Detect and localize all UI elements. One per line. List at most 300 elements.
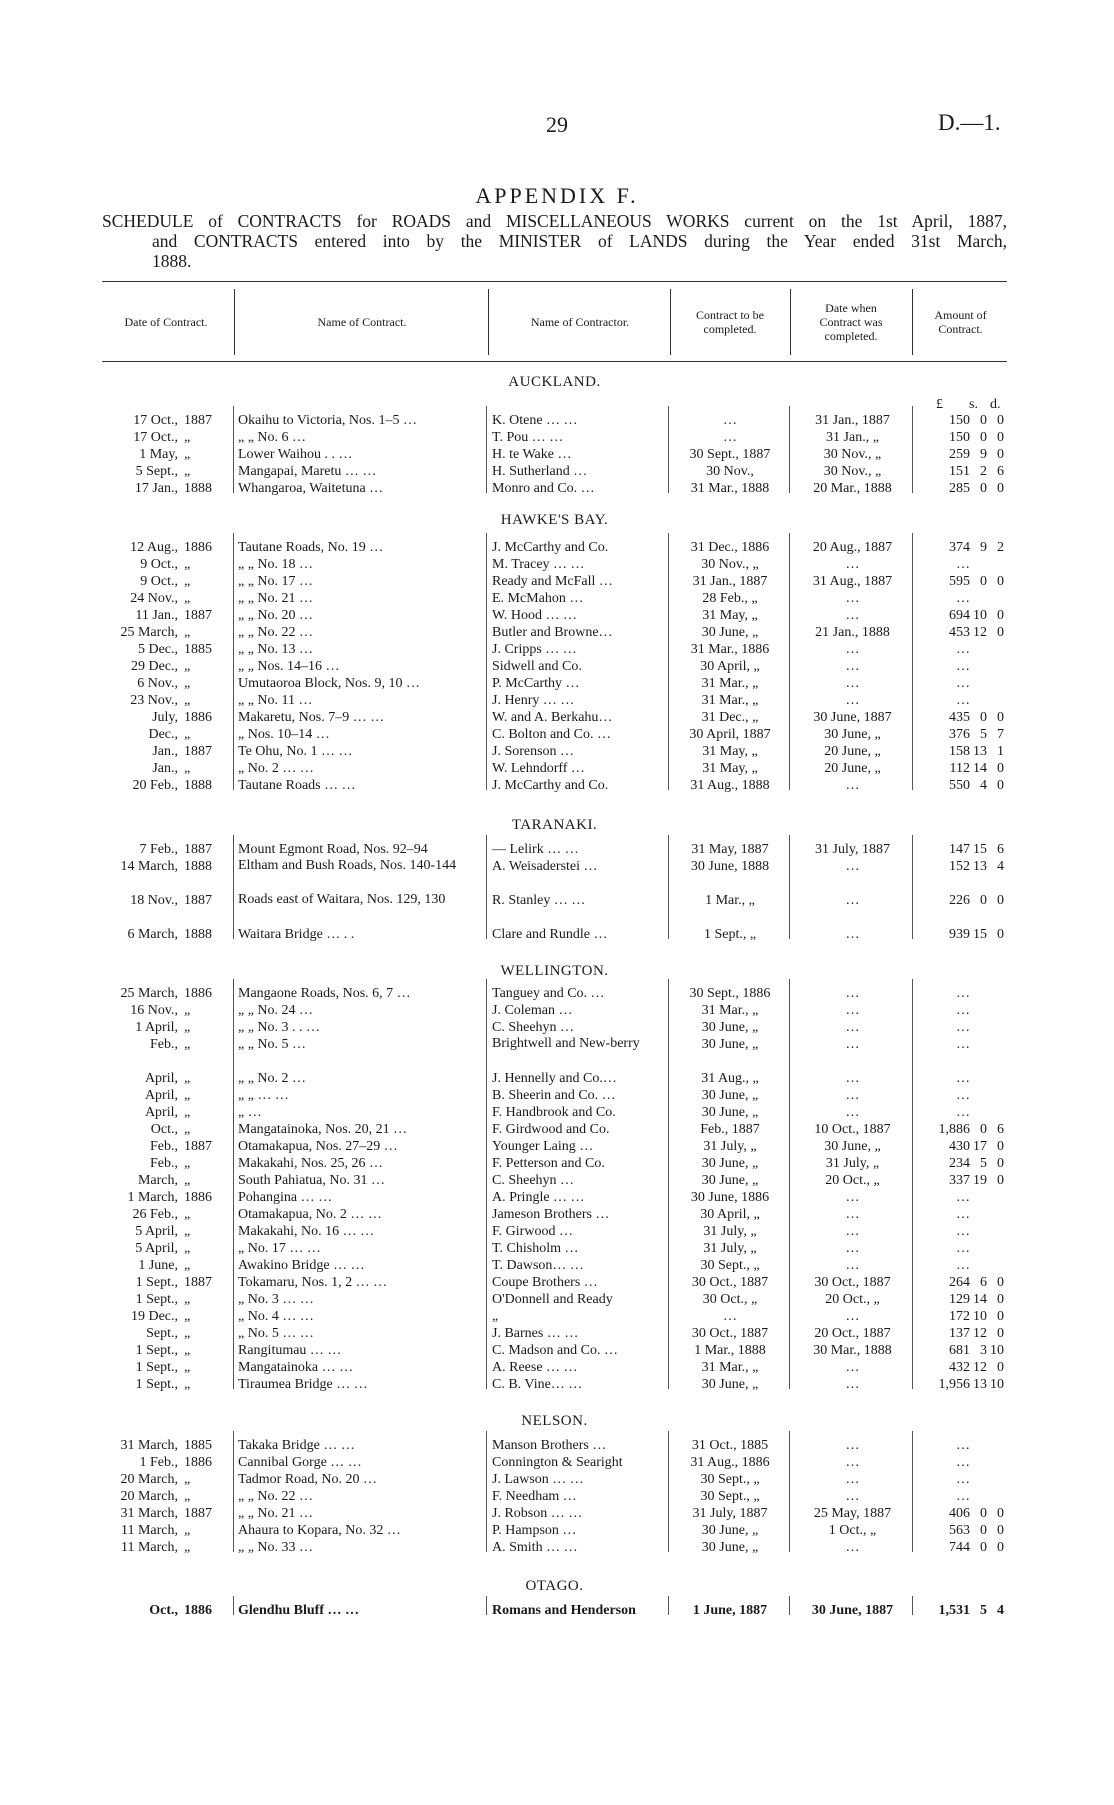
contract-date-year: „ [184, 659, 191, 674]
amount-shillings: 12 [973, 625, 987, 640]
contract-date-day: 1 April, [135, 1020, 178, 1035]
contractor-name: Clare and Rundle … [492, 927, 608, 942]
contract-name: Makaretu, Nos. 7–9 … … [238, 710, 385, 725]
completed-date: … [845, 642, 860, 657]
contract-date-year: 1887 [184, 413, 212, 428]
contractor-name: K. Otene … … [492, 413, 578, 428]
contract-name: Glendhu Bluff … … [238, 1603, 359, 1618]
to-complete-date: 31 Aug., „ [701, 1071, 759, 1086]
intro-line-3: 1888. [152, 251, 192, 271]
amount-pounds: … [956, 659, 970, 674]
completed-date: … [845, 1309, 860, 1324]
to-complete-date: 30 April, „ [700, 1207, 760, 1222]
amount-pounds: 129 [949, 1292, 970, 1307]
contract-date-day: 11 March, [120, 1540, 178, 1555]
contract-date-year: 1886 [184, 1455, 212, 1470]
amount-shillings: 0 [980, 1506, 987, 1521]
amount-pounds: 694 [949, 608, 970, 623]
to-complete-date: 31 July, „ [703, 1224, 757, 1239]
contractor-name: C. Madson and Co. … [492, 1343, 618, 1358]
section-heading: WELLINGTON. [500, 963, 609, 979]
section-heading: AUCKLAND. [508, 374, 601, 390]
amount-shillings: 12 [973, 1360, 987, 1375]
completed-date: … [845, 778, 860, 793]
completed-date: … [845, 1540, 860, 1555]
contract-date-day: 6 March, [127, 927, 178, 942]
amount-pounds: 147 [949, 842, 970, 857]
contract-date-year: „ [184, 1309, 191, 1324]
amount-shillings: 2 [980, 464, 987, 479]
amount-pounds: … [956, 1071, 970, 1086]
completed-date: … [845, 1020, 860, 1035]
contract-name: „ No. 4 … … [238, 1309, 314, 1324]
contractor-name: C. Sheehyn … [492, 1173, 575, 1188]
contract-date-day: 31 March, [120, 1438, 178, 1453]
amount-pounds: 550 [949, 778, 970, 793]
pounds-symbol: £ [936, 397, 943, 412]
to-complete-date: 31 Mar., „ [701, 1003, 759, 1018]
column-divider [486, 533, 487, 790]
amount-pence: 0 [997, 710, 1004, 725]
contract-date-day: 1 Sept., [135, 1292, 178, 1307]
contract-date-day: Jan., [152, 744, 178, 759]
amount-pounds: 1,531 [938, 1603, 970, 1618]
amount-pence: 0 [997, 1275, 1004, 1290]
amount-shillings: 0 [980, 481, 987, 496]
contract-date-day: July, [152, 710, 178, 725]
contractor-name: T. Dawson… … [492, 1258, 584, 1273]
to-complete-date: 31 July, „ [703, 1241, 757, 1256]
header-divider [488, 289, 489, 355]
contractor-name: P. McCarthy … [492, 676, 580, 691]
completed-date: … [845, 1224, 860, 1239]
contract-date-year: „ [184, 574, 191, 589]
contract-date-year: „ [184, 1241, 191, 1256]
completed-date: … [845, 893, 860, 908]
contract-date-year: 1888 [184, 927, 212, 942]
col-header-contractor: Name of Contractor. [530, 315, 630, 329]
amount-pence: 1 [997, 744, 1004, 759]
to-complete-date: 30 Nov., „ [701, 557, 759, 572]
contract-name: „ No. 3 … … [238, 1292, 314, 1307]
amount-pounds: 150 [949, 430, 970, 445]
contractor-name: R. Stanley … … [492, 893, 586, 908]
to-complete-date: 31 Dec., 1886 [690, 540, 770, 555]
contractor-name: J. Coleman … [492, 1003, 573, 1018]
column-divider [912, 1596, 913, 1615]
col-header-completed: Date when Contract was completed. [819, 301, 883, 343]
completed-date: 1 Oct., „ [828, 1523, 877, 1538]
contract-date-day: April, [144, 1088, 178, 1103]
amount-pounds: 151 [949, 464, 970, 479]
contract-date-year: 1886 [184, 986, 212, 1001]
section-heading: OTAGO. [525, 1578, 584, 1594]
amount-pounds: … [956, 1190, 970, 1205]
amount-pounds: 595 [949, 574, 970, 589]
amount-pence: 4 [997, 1603, 1004, 1618]
column-divider [233, 835, 234, 939]
contract-date-year: „ [184, 1207, 191, 1222]
contract-date-day: 5 Dec., [137, 642, 178, 657]
amount-pence: 0 [997, 927, 1004, 942]
to-complete-date: 31 May, „ [702, 608, 758, 623]
contractor-name: Jameson Brothers … [492, 1207, 610, 1222]
contract-name: Takaka Bridge … … [238, 1438, 355, 1453]
completed-date: 21 Jan., 1888 [815, 625, 890, 640]
contract-date-day: Jan., [152, 761, 178, 776]
contract-name: „ „ No. 17 … [238, 574, 314, 589]
completed-date: … [845, 859, 860, 874]
amount-shillings: 9 [980, 540, 987, 555]
contract-name: „ „ No. 20 … [238, 608, 314, 623]
column-divider [486, 1596, 487, 1615]
amount-pence: 0 [997, 1309, 1004, 1324]
contractor-name: Romans and Henderson [492, 1603, 636, 1618]
contract-date-day: 17 Oct., [133, 430, 178, 445]
amount-pounds: 112 [949, 761, 970, 776]
column-divider [789, 1596, 790, 1615]
amount-pounds: … [956, 557, 970, 572]
contract-date-day: 16 Nov., [130, 1003, 178, 1018]
column-divider [789, 533, 790, 790]
contract-date-year: „ [184, 1343, 191, 1358]
page-number: 29 [546, 112, 568, 137]
contract-date-day: 1 June, [138, 1258, 178, 1273]
amount-pence: 0 [997, 1540, 1004, 1555]
column-divider [912, 979, 913, 1389]
contractor-name: J. Barnes … … [492, 1326, 579, 1341]
contractor-name: W. Hood … … [492, 608, 578, 623]
amount-shillings: 12 [973, 1326, 987, 1341]
column-divider [668, 979, 669, 1389]
contract-date-year: „ [184, 1377, 191, 1392]
column-divider [233, 406, 234, 493]
contract-date-day: Oct., [149, 1603, 178, 1618]
completed-date: 31 July, „ [825, 1156, 880, 1171]
completed-date: … [845, 1003, 860, 1018]
amount-pounds: 681 [949, 1343, 970, 1358]
contractor-name: C. B. Vine… … [492, 1377, 583, 1392]
to-complete-date: 31 Jan., 1887 [692, 574, 768, 589]
amount-shillings: 0 [980, 574, 987, 589]
amount-shillings: 10 [973, 1309, 987, 1324]
contract-date-year: 1888 [184, 859, 212, 874]
to-complete-date: 31 Dec., „ [701, 710, 759, 725]
amount-shillings: 9 [980, 447, 987, 462]
completed-date: … [845, 986, 860, 1001]
amount-pounds: 226 [949, 893, 970, 908]
contract-date-year: „ [184, 727, 191, 742]
amount-pounds: 430 [949, 1139, 970, 1154]
contract-date-day: 7 Feb., [139, 842, 178, 857]
completed-date: … [845, 1105, 860, 1120]
contract-date-day: 1 Sept., [135, 1343, 178, 1358]
amount-shillings: 10 [973, 608, 987, 623]
contract-name: Te Ohu, No. 1 … … [238, 744, 353, 759]
contract-date-year: „ [184, 676, 191, 691]
amount-pence: 0 [997, 1523, 1004, 1538]
amount-pounds: … [956, 1224, 970, 1239]
table-header-rule [102, 361, 1007, 362]
column-divider [486, 406, 487, 493]
amount-pence: 10 [990, 1343, 1004, 1358]
contract-date-year: 1886 [184, 1190, 212, 1205]
contract-name: Okaihu to Victoria, Nos. 1–5 … [238, 413, 417, 428]
contractor-name: Younger Laing … [492, 1139, 594, 1154]
to-complete-date: 31 July, „ [703, 1139, 757, 1154]
to-complete-date: 30 Sept., „ [700, 1472, 760, 1487]
contractor-name: F. Girdwood and Co. [492, 1122, 610, 1137]
column-divider [233, 979, 234, 1389]
contractor-name: F. Needham … [492, 1489, 577, 1504]
to-complete-date: 30 June, „ [701, 1156, 759, 1171]
contract-date-year: „ [184, 693, 191, 708]
contract-date-day: 19 Dec., [130, 1309, 178, 1324]
completed-date: 10 Oct., 1887 [814, 1122, 891, 1137]
to-complete-date: 30 Oct., „ [702, 1292, 758, 1307]
contract-date-day: 1 Sept., [135, 1275, 178, 1290]
contract-date-day: 11 Jan., [135, 608, 178, 623]
contract-date-year: „ [184, 1523, 191, 1538]
contract-name: South Pahiatua, No. 31 … [238, 1173, 385, 1188]
contract-date-year: „ [184, 1292, 191, 1307]
contractor-name: C. Sheehyn … [492, 1020, 575, 1035]
contract-name: „ No. 5 … … [238, 1326, 314, 1341]
amount-shillings: 0 [980, 1122, 987, 1137]
contractor-name: T. Chisholm … [492, 1241, 579, 1256]
contractor-name: J. Lawson … … [492, 1472, 584, 1487]
completed-date: … [845, 927, 860, 942]
amount-pounds: 453 [949, 625, 970, 640]
amount-pounds: 1,956 [938, 1377, 970, 1392]
contract-date-day: 25 March, [120, 986, 178, 1001]
contract-date-day: Dec., [148, 727, 178, 742]
contract-date-day: Feb., [150, 1156, 178, 1171]
amount-pounds: … [956, 1241, 970, 1256]
intro-line-2: and CONTRACTS entered into by the MINISTER of LANDS during the Year ended 31st March, [152, 231, 1007, 251]
column-divider [789, 406, 790, 493]
contractor-name: H. Sutherland … [492, 464, 588, 479]
contract-name: „ Nos. 10–14 … [238, 727, 330, 742]
contract-date-year: 1887 [184, 1275, 212, 1290]
amount-shillings: 19 [973, 1173, 987, 1188]
header-divider [234, 289, 235, 355]
completed-date: … [845, 1455, 860, 1470]
to-complete-date: 30 June, „ [701, 1523, 759, 1538]
amount-pounds: … [956, 1472, 970, 1487]
contract-name: „ „ No. 3 . . … [238, 1020, 321, 1035]
amount-pounds: … [956, 642, 970, 657]
completed-date: … [845, 1360, 860, 1375]
contract-name: Eltham and Bush Roads, Nos. 140-144 [238, 858, 457, 873]
header-divider [912, 289, 913, 355]
table-top-rule [102, 281, 1007, 282]
completed-date: 31 July, 1887 [815, 842, 890, 857]
amount-pounds: … [956, 693, 970, 708]
to-complete-date: 30 Sept., „ [700, 1258, 760, 1273]
to-complete-date: 31 July, 1887 [692, 1506, 768, 1521]
completed-date: 30 Nov., „ [823, 464, 882, 479]
contractor-name: T. Pou … … [492, 430, 564, 445]
completed-date: 20 June, „ [824, 761, 881, 776]
amount-pence: 0 [997, 608, 1004, 623]
contract-date-day: 1 Sept., [135, 1360, 178, 1375]
amount-pounds: 172 [949, 1309, 970, 1324]
completed-date: … [845, 1472, 860, 1487]
amount-pence: 0 [997, 1506, 1004, 1521]
contract-name: Tadmor Road, No. 20 … [238, 1472, 378, 1487]
to-complete-date: 30 June, „ [701, 1540, 759, 1555]
completed-date: 31 Jan., „ [826, 430, 879, 445]
to-complete-date: 30 June, „ [701, 625, 759, 640]
amount-pounds: … [956, 1105, 970, 1120]
amount-pence: 0 [997, 778, 1004, 793]
contract-date-day: 18 Nov., [130, 893, 178, 908]
document-reference: D.—1. [938, 110, 1001, 135]
contract-name: „ „ No. 2 … [238, 1071, 307, 1086]
amount-pence: 0 [997, 1326, 1004, 1341]
amount-pounds: … [956, 986, 970, 1001]
completed-date: … [845, 1258, 860, 1273]
amount-pence: 7 [997, 727, 1004, 742]
amount-shillings: 15 [973, 842, 987, 857]
contract-date-day: 1 May, [139, 447, 178, 462]
contract-date-year: „ [184, 557, 191, 572]
amount-pounds: 406 [949, 1506, 970, 1521]
contract-name: „ No. 17 … … [238, 1241, 321, 1256]
header-divider [670, 289, 671, 355]
amount-pounds: 234 [949, 1156, 970, 1171]
contract-name: Waitara Bridge … . . [238, 927, 355, 942]
amount-shillings: 4 [980, 778, 987, 793]
contract-date-day: 5 Sept., [135, 464, 178, 479]
column-divider [912, 406, 913, 493]
contract-date-day: 6 Nov., [137, 676, 178, 691]
contract-date-year: „ [184, 1540, 191, 1555]
column-divider [668, 1596, 669, 1615]
to-complete-date: 30 April, „ [700, 659, 760, 674]
contract-date-year: 1887 [184, 1139, 212, 1154]
amount-pence: 0 [997, 447, 1004, 462]
column-divider [668, 533, 669, 790]
contract-date-day: 1 March, [127, 1190, 178, 1205]
contract-name: Tautane Roads … … [238, 778, 356, 793]
contract-name: „ „ No. 5 … [238, 1037, 307, 1052]
contract-date-year: „ [184, 625, 191, 640]
contract-name: Mount Egmont Road, Nos. 92–94 [238, 842, 428, 857]
completed-date: … [845, 1241, 860, 1256]
column-divider [668, 406, 669, 493]
amount-pence: 10 [990, 1377, 1004, 1392]
amount-pounds: 744 [949, 1540, 970, 1555]
shillings-symbol: s. [969, 397, 978, 412]
contract-name: „ „ No. 33 … [238, 1540, 314, 1555]
amount-pounds: 137 [949, 1326, 970, 1341]
amount-pounds: 152 [949, 859, 970, 874]
to-complete-date: 31 May, „ [702, 761, 758, 776]
amount-shillings: 13 [973, 1377, 987, 1392]
amount-pounds: 435 [949, 710, 970, 725]
contract-name: „ No. 2 … … [238, 761, 314, 776]
completed-date: … [845, 676, 860, 691]
completed-date: 20 Oct., „ [825, 1292, 880, 1307]
to-complete-date: 1 June, 1887 [692, 1603, 768, 1618]
amount-pounds: … [956, 1003, 970, 1018]
completed-date: 30 June, 1887 [811, 1603, 894, 1618]
to-complete-date: 31 Mar., „ [701, 693, 759, 708]
contractor-name: Coupe Brothers … [492, 1275, 598, 1290]
contract-name: Makakahi, No. 16 … … [238, 1224, 375, 1239]
amount-pence: 0 [997, 430, 1004, 445]
contract-name: Mangaone Roads, Nos. 6, 7 … [238, 986, 411, 1001]
to-complete-date: 30 Sept., 1886 [689, 986, 771, 1001]
amount-pence: 6 [997, 1122, 1004, 1137]
amount-shillings: 0 [980, 413, 987, 428]
to-complete-date: 31 Oct., 1885 [691, 1438, 769, 1453]
contract-date-year: 1888 [184, 481, 212, 496]
contract-date-year: 1887 [184, 893, 212, 908]
to-complete-date: 31 Mar., 1888 [690, 481, 770, 496]
contractor-name: W. and A. Berkahu… [492, 710, 613, 725]
amount-pence: 2 [997, 540, 1004, 555]
amount-pounds: 374 [949, 540, 970, 555]
contract-date-day: 29 Dec., [130, 659, 178, 674]
contractor-name: Brightwell and New-berry [492, 1036, 640, 1051]
amount-pounds: 1,886 [938, 1122, 970, 1137]
to-complete-date: 31 May, „ [702, 744, 758, 759]
contract-name: „ „ No. 21 … [238, 591, 314, 606]
contract-date-day: 25 March, [120, 625, 178, 640]
contract-date-day: 17 Jan., [134, 481, 178, 496]
completed-date: … [845, 1438, 860, 1453]
amount-shillings: 6 [980, 1275, 987, 1290]
contract-date-day: 1 Sept., [135, 1377, 178, 1392]
contract-date-year: „ [184, 1224, 191, 1239]
contract-date-day: Sept., [146, 1326, 178, 1341]
contract-date-year: 1887 [184, 744, 212, 759]
contract-name: „ „ No. 22 … [238, 1489, 314, 1504]
contractor-name: J. Henry … … [492, 693, 575, 708]
to-complete-date: 30 Oct., 1887 [691, 1326, 769, 1341]
amount-pounds: … [956, 1037, 970, 1052]
contract-date-year: 1886 [184, 1603, 212, 1618]
completed-date: 31 Jan., 1887 [815, 413, 890, 428]
contract-date-year: „ [184, 591, 191, 606]
amount-pounds: … [956, 1489, 970, 1504]
amount-shillings: 5 [980, 727, 987, 742]
amount-pounds: … [956, 1088, 970, 1103]
contract-name: Pohangina … … [238, 1190, 333, 1205]
contract-date-year: „ [184, 1020, 191, 1035]
contract-date-day: 11 March, [120, 1523, 178, 1538]
column-divider [668, 1431, 669, 1552]
contract-date-day: 20 Feb., [132, 778, 178, 793]
contract-date-day: 17 Oct., [133, 413, 178, 428]
completed-date: … [845, 659, 860, 674]
contractor-name: Manson Brothers … [492, 1438, 607, 1453]
contract-name: Tiraumea Bridge … … [238, 1377, 368, 1392]
section-heading: NELSON. [521, 1413, 588, 1429]
to-complete-date: 30 Oct., 1887 [691, 1275, 769, 1290]
completed-date: 20 June, „ [824, 744, 881, 759]
contract-name: Mangapai, Maretu … … [238, 464, 377, 479]
contract-date-day: 14 March, [120, 859, 178, 874]
contract-date-year: 1885 [184, 642, 212, 657]
contract-name: „ „ No. 13 … [238, 642, 314, 657]
to-complete-date: 30 June, 1886 [690, 1190, 770, 1205]
contract-date-day: 20 March, [120, 1489, 178, 1504]
contract-name: Otamakapua, Nos. 27–29 … [238, 1139, 398, 1154]
